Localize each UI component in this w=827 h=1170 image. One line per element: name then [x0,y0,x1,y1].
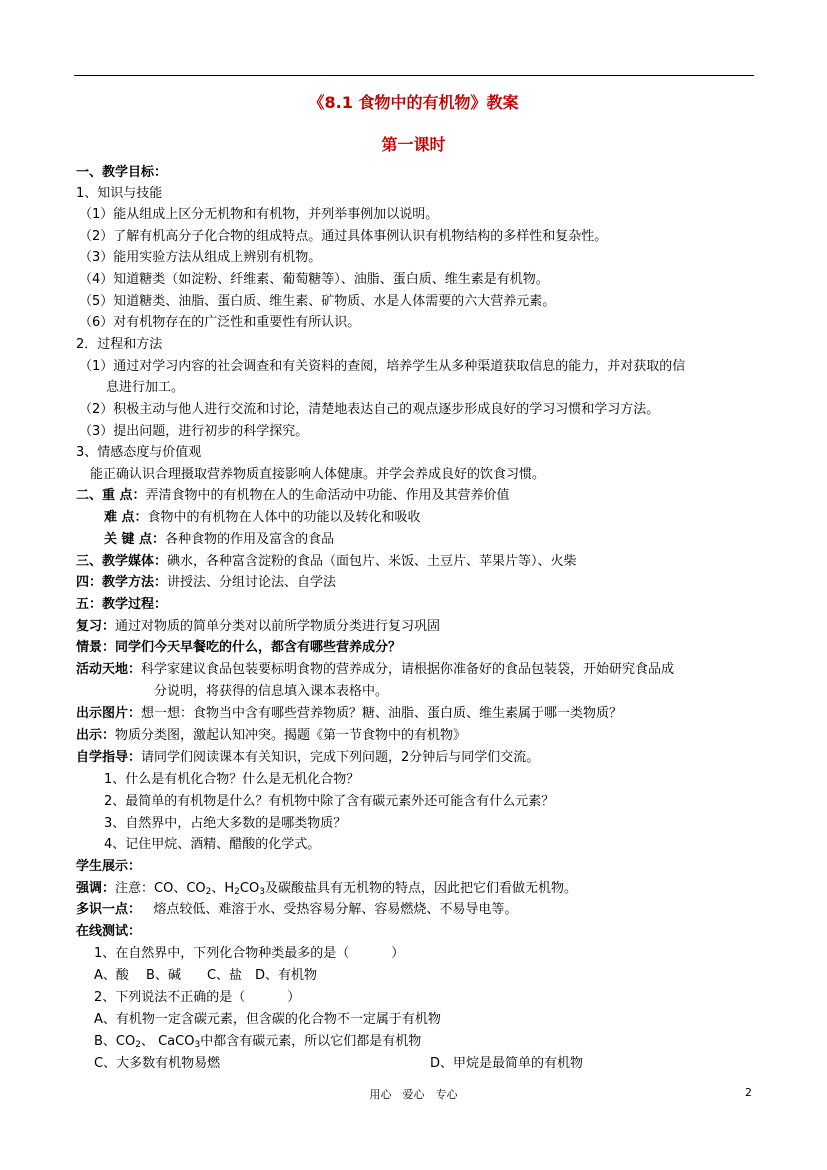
footer-motto: 用心 爱心 专心 [369,1088,458,1101]
subheading: 1、知识与技能 [76,186,163,201]
option-text: 、 CaCO [140,1034,195,1049]
document-title: 《8.1 食物中的有机物》教案 [308,93,519,112]
scenario-line [76,638,401,658]
list-item: （3）能用实验方法从组成上辨别有机物。 [79,250,322,265]
question-text: ） [391,946,405,961]
activity-continuation: 分说明，将获得的信息填入课本表格中。 [154,684,389,699]
field-text: 食物中的有机物在人体中的功能以及转化和吸收 [147,510,421,525]
question-item: 4、记住甲烷、酒精、醋酸的化学式。 [104,837,321,852]
list-item: （2）了解有机高分子化合物的组成特点。通过具体事例认识有机物结构的多样性和复杂性。 [79,229,608,244]
media-line [76,552,577,572]
field-text: 科学家建议食品包装要标明食物的营养成分，请根据你准备好的食品包装袋，开始研究食品成 [141,662,675,677]
field-text: 注意：CO、CO [115,881,206,896]
field-text: 物质分类图，激起认知冲突。揭题《第一节食物中的有机物》 [115,728,467,743]
option-text: 中都含有碳元素，所以它们都是有机物 [200,1034,422,1049]
subscript: 2 [234,887,240,897]
list-item-continuation: 息进行加工。 [106,380,185,395]
subscript: 3 [259,887,265,897]
question-item: 3、自然界中，占绝大多数的是哪类物质？ [104,816,347,831]
field-text: 讲授法、分组讨论法、自学法 [167,575,337,590]
field-text: 同学们今天早餐吃的什么，都含有哪些营养成分？ [115,640,402,655]
list-item: （3）提出问题，进行初步的科学探究。 [79,424,309,439]
paragraph: 能正确认识合理摄取营养物质直接影响人体健康。并学会养成良好的饮食习惯。 [90,467,546,482]
field-text: 及碳酸盐具有无机物的特点，因此把它们看做无机物。 [264,881,577,896]
question-item: 1、什么是有机化合物？什么是无机化合物？ [104,772,360,787]
field-text: CO [239,881,260,896]
list-item: （1）能从组成上区分无机物和有机物，并列举事例加以说明。 [79,207,439,222]
subheading: 3、情感态度与价值观 [76,445,202,460]
subscript: 2 [135,1040,141,1050]
lesson-subtitle: 第一课时 [381,135,446,154]
list-item: （2）积极主动与他人进行交流和讨论，清楚地表达自己的观点逐步形成良好的学习习惯和学习方法。 [79,402,660,417]
field-label: 难 点： [104,510,148,525]
emphasis-line [76,879,577,902]
quiz-question [94,944,404,964]
field-label: 关 键 点： [104,532,166,547]
list-item: （4）知道糖类（如淀粉、纤维素、葡萄糖等）、油脂、蛋白质、维生素是有机物。 [79,272,549,287]
field-label: 情景： [76,640,116,655]
subscript: 2 [205,887,212,897]
field-text: 弄清食物中的有机物在人的生命活动中功能、作用及其营养价值 [145,488,510,503]
question-text: 2、下列说法不正确的是（ [94,990,246,1005]
field-label: 出示图片： [76,706,142,721]
section-heading: 五：教学过程： [76,597,168,612]
field-text: 各种食物的作用及富含的食品 [165,532,335,547]
quiz-question [94,988,300,1008]
field-text: 想一想：食物当中含有哪些营养物质？糖、油脂、蛋白质、维生素属于哪一类物质？ [141,706,623,721]
field-label: 出示： [76,728,116,743]
field-label: 多识一点： [76,902,142,917]
field-label: 自学指导： [76,750,142,765]
list-item: （6）对有机物存在的广泛性和重要性有所认识。 [79,315,361,330]
quiz-option: D、甲烷是最简单的有机物 [430,1056,584,1071]
field-label: 三、教学媒体： [76,554,168,569]
list-item: （1）通过对学习内容的社会调查和有关资料的查阅，培养学生从多种渠道获取信息的能力，并对获取的信 [79,359,686,374]
extra-knowledge-line [76,900,517,920]
field-label: 强调： [76,881,116,896]
question-text: 1、在自然界中，下列化合物种类最多的是（ [94,946,350,961]
field-text: 通过对物质的简单分类对以前所学物质分类进行复习巩固 [115,619,441,634]
field-label: 复习： [76,619,116,634]
field-label: 活动天地： [76,662,142,677]
review-line [76,617,440,637]
section-heading: 一、教学目标： [76,165,168,180]
self-study-line [76,748,539,768]
field-label: 四：教学方法： [76,575,168,590]
header-rule [74,75,754,76]
key-line [104,530,334,550]
field-label: 二、重 点： [76,488,146,503]
section-heading: 在线测试： [76,924,142,939]
field-text: 请同学们阅读课本有关知识，完成下列问题，2分钟后与同学们交流。 [141,750,540,765]
question-text: ） [287,990,301,1005]
section-heading: 学生展示： [76,859,142,874]
option-text: B、CO [94,1034,136,1049]
activity-line [76,660,674,680]
method-line [76,573,336,593]
subheading: 2．过程和方法 [76,337,163,352]
page-number: 2 [745,1086,752,1099]
picture-line [76,704,622,724]
quiz-option: A、有机物一定含碳元素，但含碳的化合物不一定属于有机物 [94,1012,441,1027]
show-line [76,726,466,746]
subscript: 3 [194,1040,201,1050]
field-text: 碘水，各种富含淀粉的食品（面包片、米饭、土豆片、苹果片等）、火柴 [167,554,577,569]
difficulty-line [104,508,421,528]
field-text: 熔点较低、难溶于水、受热容易分解、容易燃烧、不易导电等。 [153,902,518,917]
field-text: 、H [211,881,235,896]
list-item: （5）知道糖类、油脂、蛋白质、维生素、矿物质、水是人体需要的六大营养元素。 [79,294,556,309]
quiz-options: A、酸 B、碱 C、盐 D、有机物 [94,968,318,983]
quiz-option: C、大多数有机物易燃 [94,1056,221,1071]
question-item: 2、最简单的有机物是什么？有机物中除了含有碳元素外还可能含有什么元素？ [104,794,555,809]
quiz-option [94,1032,421,1055]
key-point-line [76,486,510,506]
